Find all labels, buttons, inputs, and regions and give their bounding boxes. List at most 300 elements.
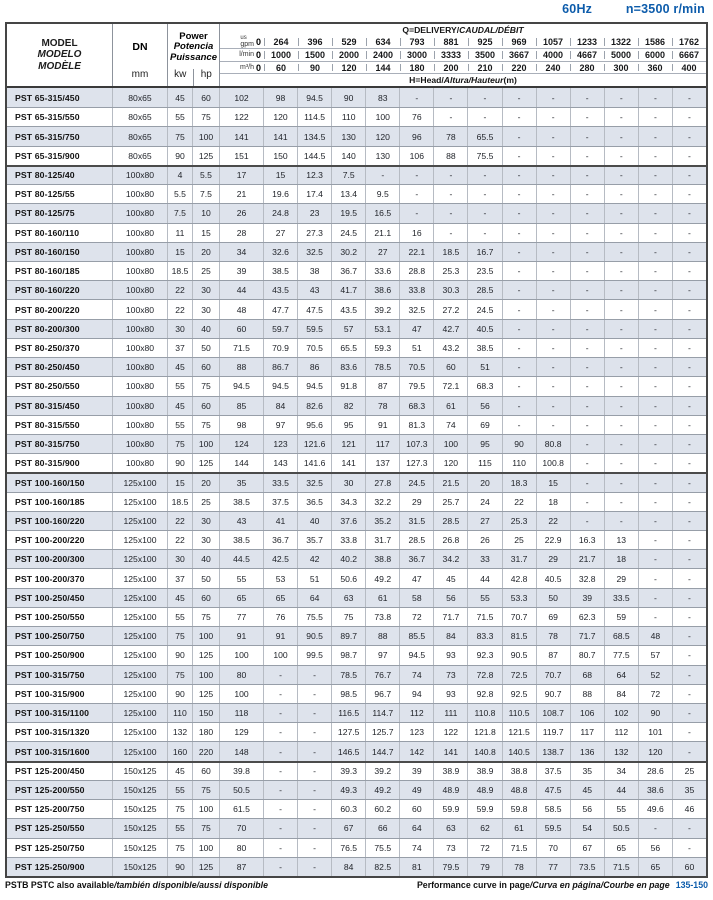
head-value-cell: 68.3 — [399, 397, 433, 415]
head-value-cell: 49.6 — [638, 800, 672, 818]
head-value-cell: 68.5 — [604, 627, 638, 645]
head-value-cell: 91 — [365, 416, 399, 434]
head-value-cell: 42.8 — [502, 569, 536, 587]
head-value-cell: 59.3 — [365, 339, 399, 357]
kw-cell: 75 — [167, 627, 192, 645]
head-value-cell: 97 — [365, 646, 399, 664]
model-cell: PST 80-250/370 — [15, 342, 80, 353]
hp-cell: 60 — [192, 88, 219, 107]
head-value-cell: 98.5 — [331, 685, 365, 703]
head-value-cell: - — [502, 358, 536, 376]
hp-cell: 40 — [192, 550, 219, 568]
head-value-cell: 143 — [263, 454, 297, 472]
head-value-cell: 18 — [604, 550, 638, 568]
dn-cell: 80x65 — [112, 108, 167, 126]
table-row — [7, 530, 706, 549]
head-value-cell: 111 — [433, 704, 467, 722]
head-value-cell: - — [467, 167, 501, 184]
delivery-title-intl: CAUDAL/DÉBIT — [459, 24, 524, 35]
head-value-cell: 84 — [263, 397, 297, 415]
head-value-cell: 120 — [638, 742, 672, 760]
head-value-cell: 61 — [365, 589, 399, 607]
head-value-cell: 51 — [467, 358, 501, 376]
head-value-cell: 47.7 — [263, 300, 297, 318]
hp-cell: 30 — [192, 281, 219, 299]
head-value-cell: 61 — [433, 397, 467, 415]
head-value-cell: 41 — [263, 512, 297, 530]
head-value-cell: 144 — [219, 454, 263, 472]
head-value-cell: 61.5 — [219, 800, 263, 818]
head-value-cell: - — [570, 474, 604, 491]
dn-label: DN — [132, 40, 148, 53]
flow-value: 1500 — [298, 49, 332, 61]
hp-cell: 100 — [192, 839, 219, 857]
head-value-cell: 141 — [219, 127, 263, 145]
head-value-cell: - — [672, 742, 706, 760]
kw-cell: 55 — [167, 108, 192, 126]
dn-cell: 125x100 — [112, 550, 167, 568]
head-value-cell: - — [672, 377, 706, 395]
model-cell: PST 100-250/750 — [15, 631, 85, 642]
head-value-cell: - — [263, 858, 297, 876]
head-value-cell: 78.5 — [331, 666, 365, 684]
head-value-cell: - — [638, 147, 672, 165]
hp-cell: 180 — [192, 723, 219, 741]
head-value-cell: 83.3 — [467, 627, 501, 645]
head-value-cell: - — [536, 377, 570, 395]
head-value-cell: 82 — [331, 397, 365, 415]
head-value-cell: 9.5 — [365, 185, 399, 203]
hp-cell: 220 — [192, 742, 219, 760]
kw-cell: 55 — [167, 377, 192, 395]
head-value-cell: - — [263, 704, 297, 722]
pump-performance-table — [5, 22, 708, 878]
head-value-cell: - — [672, 204, 706, 222]
dn-cell: 125x100 — [112, 608, 167, 626]
model-cell: PST 100-250/450 — [15, 592, 85, 603]
table-row — [7, 684, 706, 703]
kw-cell: 30 — [167, 550, 192, 568]
hp-cell: 30 — [192, 300, 219, 318]
head-value-cell: 27.8 — [365, 474, 399, 491]
head-value-cell: 24.5 — [331, 224, 365, 242]
power-header-cell — [167, 24, 219, 86]
head-value-cell: - — [604, 377, 638, 395]
kw-cell: 15 — [167, 474, 192, 491]
head-value-cell: - — [536, 339, 570, 357]
model-header-cell — [7, 24, 112, 86]
head-value-cell: 33.8 — [399, 281, 433, 299]
head-value-cell: - — [604, 262, 638, 280]
model-cell: PST 100-250/550 — [15, 612, 85, 623]
m3h-zero-value: 0 — [255, 62, 261, 73]
head-value-cell: - — [638, 281, 672, 299]
head-value-cell: 48 — [638, 627, 672, 645]
head-value-cell: - — [638, 88, 672, 107]
dn-cell: 125x100 — [112, 742, 167, 760]
head-value-cell: - — [433, 108, 467, 126]
head-value-cell: - — [467, 108, 501, 126]
head-value-cell: 32.8 — [570, 569, 604, 587]
head-value-cell: - — [638, 167, 672, 184]
hp-cell: 30 — [192, 531, 219, 549]
head-value-cell: 80.7 — [570, 646, 604, 664]
head-value-cell: - — [263, 781, 297, 799]
head-value-cell: - — [570, 300, 604, 318]
flow-value: 360 — [638, 62, 672, 74]
model-cell: PST 80-315/450 — [15, 400, 80, 411]
dn-cell: 100x80 — [112, 281, 167, 299]
head-value-cell: 122 — [433, 723, 467, 741]
head-value-cell: 38.5 — [219, 493, 263, 511]
head-value-cell: 50 — [536, 589, 570, 607]
head-value-cell: 16 — [399, 224, 433, 242]
head-value-cell: 37.5 — [536, 763, 570, 780]
flow-value: 264 — [264, 36, 298, 49]
head-value-cell: 34 — [604, 763, 638, 780]
head-value-cell: 65.5 — [331, 339, 365, 357]
head-value-cell: - — [502, 416, 536, 434]
head-value-cell: 47 — [399, 320, 433, 338]
head-value-cell: 71.7 — [433, 608, 467, 626]
hp-cell: 75 — [192, 377, 219, 395]
hp-cell: 25 — [192, 493, 219, 511]
table-row — [7, 472, 706, 491]
head-value-cell: 32.2 — [365, 493, 399, 511]
head-value-cell: 59 — [604, 608, 638, 626]
table-row — [7, 492, 706, 511]
table-row — [7, 376, 706, 395]
model-cell: PST 100-315/1100 — [15, 708, 90, 719]
table-row — [7, 280, 706, 299]
head-value-cell: - — [638, 243, 672, 261]
head-value-cell: - — [263, 666, 297, 684]
hp-cell: 100 — [192, 127, 219, 145]
head-value-cell: - — [570, 262, 604, 280]
flow-header-section — [219, 24, 706, 86]
head-value-cell: - — [502, 262, 536, 280]
lmin-unit-label: l/min — [239, 51, 254, 59]
hp-cell: 10 — [192, 204, 219, 222]
head-value-cell: 56 — [467, 397, 501, 415]
head-value-cell: - — [433, 204, 467, 222]
head-value-cell: - — [433, 88, 467, 107]
head-value-cell: 100 — [365, 108, 399, 126]
kw-unit-label: kw — [174, 69, 187, 80]
head-value-cell: 76 — [263, 608, 297, 626]
head-value-cell: - — [399, 204, 433, 222]
head-value-cell: 24 — [467, 493, 501, 511]
head-value-cell: - — [399, 88, 433, 107]
table-row — [7, 780, 706, 799]
head-value-cell: 22 — [536, 512, 570, 530]
head-value-cell: 142 — [399, 742, 433, 760]
head-value-cell: 38.5 — [467, 339, 501, 357]
head-value-cell: 47.5 — [536, 781, 570, 799]
head-value-cell: 35.2 — [365, 512, 399, 530]
head-value-cell: 53 — [263, 569, 297, 587]
model-label-fr: MODÈLE — [38, 60, 81, 72]
head-value-cell: 60.2 — [365, 800, 399, 818]
dn-cell: 150x125 — [112, 858, 167, 876]
head-value-cell: 19.5 — [331, 204, 365, 222]
head-value-cell: 13 — [604, 531, 638, 549]
head-value-cell: - — [365, 167, 399, 184]
head-value-cell: 112 — [604, 723, 638, 741]
head-value-cell: - — [672, 646, 706, 664]
flow-value: 3333 — [434, 49, 468, 61]
head-value-cell: 86.7 — [263, 358, 297, 376]
flow-value: 3000 — [400, 49, 434, 61]
head-value-cell: - — [467, 185, 501, 203]
head-value-cell: 29 — [536, 550, 570, 568]
head-value-cell: - — [638, 204, 672, 222]
dn-cell: 100x80 — [112, 243, 167, 261]
head-value-cell: 95.6 — [297, 416, 331, 434]
dn-cell: 125x100 — [112, 569, 167, 587]
head-value-cell: 70.5 — [297, 339, 331, 357]
head-value-cell: 60 — [219, 320, 263, 338]
table-row — [7, 242, 706, 261]
head-value-cell: 107.3 — [399, 435, 433, 453]
flow-value: 300 — [604, 62, 638, 74]
head-value-cell: 93 — [433, 685, 467, 703]
head-value-cell: 122 — [219, 108, 263, 126]
hp-cell: 150 — [192, 704, 219, 722]
head-value-cell: 106 — [570, 704, 604, 722]
head-value-cell: 60 — [672, 858, 706, 876]
kw-cell: 75 — [167, 666, 192, 684]
head-value-cell: 38.5 — [263, 262, 297, 280]
kw-cell: 11 — [167, 224, 192, 242]
flow-value: 5000 — [604, 49, 638, 61]
flow-value: 144 — [366, 62, 400, 74]
head-value-cell: - — [536, 397, 570, 415]
head-value-cell: 82.5 — [365, 858, 399, 876]
head-value-cell: - — [536, 224, 570, 242]
head-value-cell: 34.3 — [331, 493, 365, 511]
flow-value: 3667 — [502, 49, 536, 61]
head-value-cell: 16.5 — [365, 204, 399, 222]
kw-cell: 37 — [167, 339, 192, 357]
head-value-cell: 66 — [365, 819, 399, 837]
head-value-cell: - — [297, 685, 331, 703]
head-value-cell: 15 — [263, 167, 297, 184]
head-value-cell: 25.3 — [433, 262, 467, 280]
head-value-cell: 32.5 — [297, 474, 331, 491]
head-value-cell: 90 — [638, 704, 672, 722]
table-row — [7, 549, 706, 568]
head-value-cell: 86 — [297, 358, 331, 376]
head-value-cell: 118 — [219, 704, 263, 722]
head-value-cell: 43 — [297, 281, 331, 299]
head-value-cell: 93 — [433, 646, 467, 664]
head-value-cell: 74 — [433, 416, 467, 434]
power-labels — [168, 24, 219, 69]
head-value-cell: 114.5 — [297, 108, 331, 126]
head-value-cell: - — [672, 569, 706, 587]
model-cell: PST 80-125/55 — [15, 189, 75, 200]
head-value-cell: - — [672, 88, 706, 107]
head-value-cell: - — [570, 88, 604, 107]
table-row — [7, 184, 706, 203]
head-value-cell: 124 — [219, 435, 263, 453]
head-value-cell: 59.9 — [433, 800, 467, 818]
model-cell: PST 80-160/150 — [15, 246, 80, 257]
head-value-cell: 33.8 — [331, 531, 365, 549]
head-value-cell: 22 — [502, 493, 536, 511]
head-value-cell: 63 — [433, 819, 467, 837]
head-value-cell: - — [502, 377, 536, 395]
head-value-cell: 31.7 — [502, 550, 536, 568]
head-value-cell: 91 — [219, 627, 263, 645]
head-value-cell: 59.5 — [297, 320, 331, 338]
head-value-cell: 28.8 — [399, 262, 433, 280]
hp-cell: 50 — [192, 569, 219, 587]
head-value-cell: 84 — [604, 685, 638, 703]
head-value-cell: 30.3 — [433, 281, 467, 299]
head-value-cell: 24.5 — [467, 300, 501, 318]
kw-cell: 5.5 — [167, 185, 192, 203]
head-value-cell: 79.5 — [399, 377, 433, 395]
head-value-cell: 98.7 — [331, 646, 365, 664]
head-value-cell: - — [297, 839, 331, 857]
head-value-cell: 114.7 — [365, 704, 399, 722]
head-value-cell: 77 — [219, 608, 263, 626]
head-value-cell: 90.5 — [502, 646, 536, 664]
head-value-cell: - — [638, 454, 672, 472]
hp-cell: 125 — [192, 646, 219, 664]
head-value-cell: 71.5 — [467, 608, 501, 626]
head-value-cell: 67 — [570, 839, 604, 857]
head-value-cell: 73.5 — [570, 858, 604, 876]
kw-cell: 15 — [167, 243, 192, 261]
table-row — [7, 453, 706, 472]
head-value-cell: - — [638, 531, 672, 549]
hp-cell: 7.5 — [192, 185, 219, 203]
usgpm-unit-cell — [220, 36, 264, 49]
head-value-cell: 32.6 — [263, 243, 297, 261]
head-value-cell: 58 — [399, 589, 433, 607]
head-value-cell: - — [570, 512, 604, 530]
head-value-cell: 144.7 — [365, 742, 399, 760]
head-value-cell: - — [399, 167, 433, 184]
head-value-cell: - — [297, 781, 331, 799]
table-row — [7, 818, 706, 837]
table-row — [7, 838, 706, 857]
head-value-cell: 88 — [365, 627, 399, 645]
flow-value: 634 — [366, 36, 400, 49]
head-value-cell: 62 — [467, 819, 501, 837]
table-row — [7, 645, 706, 664]
table-row — [7, 88, 706, 107]
head-value-cell: 56 — [638, 839, 672, 857]
model-cell: PST 125-250/750 — [15, 842, 85, 853]
head-value-cell: 78 — [536, 627, 570, 645]
hp-cell: 60 — [192, 763, 219, 780]
head-value-cell: - — [638, 320, 672, 338]
head-value-cell: 130 — [365, 147, 399, 165]
head-value-cell: - — [502, 204, 536, 222]
kw-cell: 45 — [167, 589, 192, 607]
head-value-cell: 94.5 — [297, 88, 331, 107]
head-value-cell: 68 — [570, 666, 604, 684]
head-value-cell: - — [433, 185, 467, 203]
head-value-cell: 40.5 — [467, 320, 501, 338]
flow-value: 1233 — [570, 36, 604, 49]
model-cell: PST 100-200/370 — [15, 573, 85, 584]
head-value-cell: 46 — [672, 800, 706, 818]
head-value-cell: 94.5 — [219, 377, 263, 395]
head-value-cell: 96.7 — [365, 685, 399, 703]
head-value-cell: - — [570, 224, 604, 242]
model-cell: PST 65-315/900 — [15, 150, 80, 161]
head-value-cell: - — [638, 474, 672, 491]
head-value-cell: 23 — [297, 204, 331, 222]
head-value-cell: 63 — [331, 589, 365, 607]
dn-cell: 100x80 — [112, 185, 167, 203]
head-value-cell: - — [672, 685, 706, 703]
head-value-cell: 99.5 — [297, 646, 331, 664]
table-row — [7, 703, 706, 722]
dn-cell: 100x80 — [112, 204, 167, 222]
flow-row-m3h — [220, 61, 706, 74]
head-value-cell: 70.9 — [263, 339, 297, 357]
delivery-title-en: Q=DELIVERY/ — [402, 24, 460, 35]
head-value-cell: - — [536, 147, 570, 165]
lmin-unit-cell — [220, 49, 264, 61]
head-value-cell: - — [638, 108, 672, 126]
head-value-cell: 48.9 — [433, 781, 467, 799]
head-value-cell: - — [672, 300, 706, 318]
head-value-cell: - — [570, 243, 604, 261]
head-value-cell: 35 — [672, 781, 706, 799]
head-value-cell: 141 — [263, 127, 297, 145]
head-value-cell: - — [672, 108, 706, 126]
head-value-cell: 19.6 — [263, 185, 297, 203]
flow-value: 4667 — [570, 49, 604, 61]
table-row — [7, 588, 706, 607]
usgpm-unit-label: us gpm — [240, 35, 254, 48]
head-value-cell: 140 — [331, 147, 365, 165]
head-value-cell: 38.6 — [638, 781, 672, 799]
head-value-cell: 84 — [331, 858, 365, 876]
head-value-cell: 59.7 — [263, 320, 297, 338]
head-value-cell: 56 — [570, 800, 604, 818]
head-value-cell: 60 — [433, 358, 467, 376]
head-value-cell: 51 — [297, 569, 331, 587]
flow-value: 1000 — [264, 49, 298, 61]
head-value-cell: 42.5 — [263, 550, 297, 568]
head-value-cell: 25 — [672, 763, 706, 780]
head-value-cell: - — [570, 320, 604, 338]
head-value-cell: 28.5 — [467, 281, 501, 299]
flow-value: 1322 — [604, 36, 638, 49]
flow-value: 6667 — [672, 49, 706, 61]
head-value-cell: 25.7 — [433, 493, 467, 511]
head-value-cell: 129 — [219, 723, 263, 741]
head-value-cell: 73 — [433, 839, 467, 857]
head-value-cell: 87 — [219, 858, 263, 876]
dn-cell: 125x100 — [112, 512, 167, 530]
table-row — [7, 165, 706, 184]
hp-cell: 75 — [192, 819, 219, 837]
dn-cell: 100x80 — [112, 358, 167, 376]
model-cell: PST 80-315/550 — [15, 419, 80, 430]
head-value-cell: - — [672, 474, 706, 491]
head-value-cell: 125.7 — [365, 723, 399, 741]
head-value-cell: 49.2 — [365, 569, 399, 587]
